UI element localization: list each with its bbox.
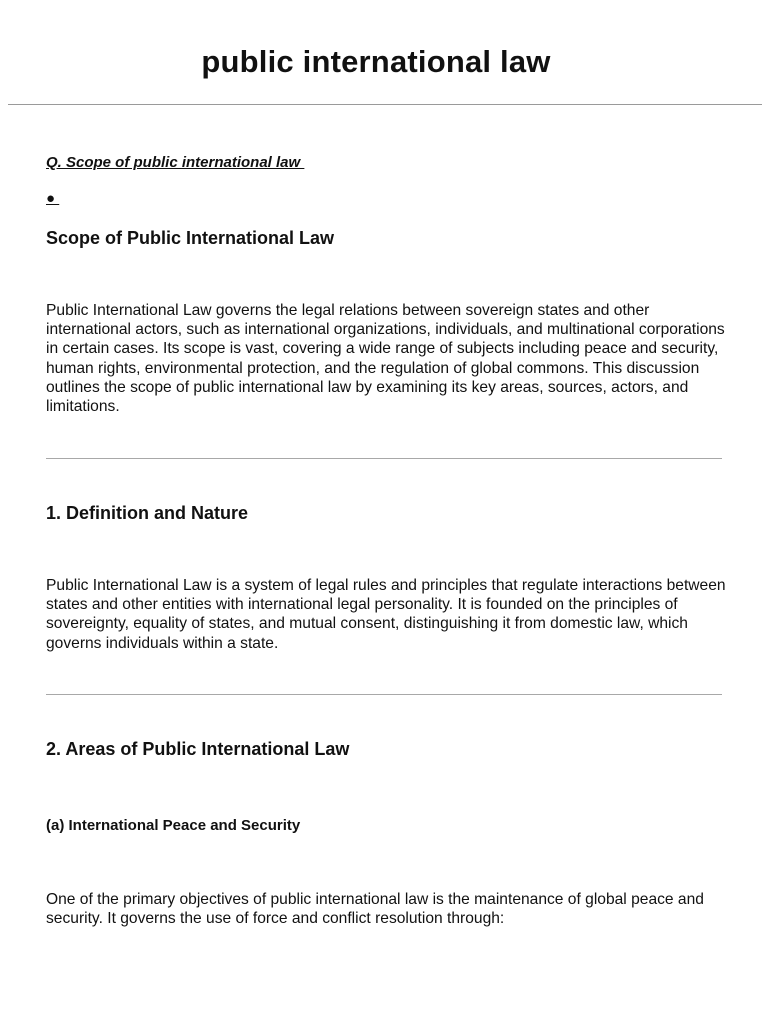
section2-heading: 2. Areas of Public International Law [46,739,350,759]
section-divider-2 [46,694,722,695]
section1-paragraph: Public International Law is a system of legal rules and principles that regulate interactions between states and other entities with international legal personality. It is founded on the principles of sovereignty, equality of states, and mutual consent, distinguishing it from domestic law, which governs individuals within a state. [46,577,726,652]
question-line: Q. Scope of public international law [46,154,305,171]
section-divider-1 [46,458,722,459]
title-divider [8,104,762,105]
bullet-marker: ● [46,190,60,207]
document-title: public international law [201,44,551,79]
intro-heading: Scope of Public International Law [46,228,335,248]
intro-paragraph: Public International Law governs the legal relations between sovereign states and other international actors, such as international organizations, individuals, and multinational corporations in certain cases. Its scope is vast, covering a wide range of subjects including peace and security, human rights, environmental protection, and the regulation of global commons. This discussion outlines the scope of public international law by examining its key areas, sources, actors, and limitations. [46,302,725,416]
section1-heading: 1. Definition and Nature [46,503,249,523]
section2-paragraph: One of the primary objectives of public international law is the maintenance of global peace and security. It governs the use of force and conflict resolution through: [46,891,704,928]
section2-subheading: (a) International Peace and Security [46,817,301,834]
